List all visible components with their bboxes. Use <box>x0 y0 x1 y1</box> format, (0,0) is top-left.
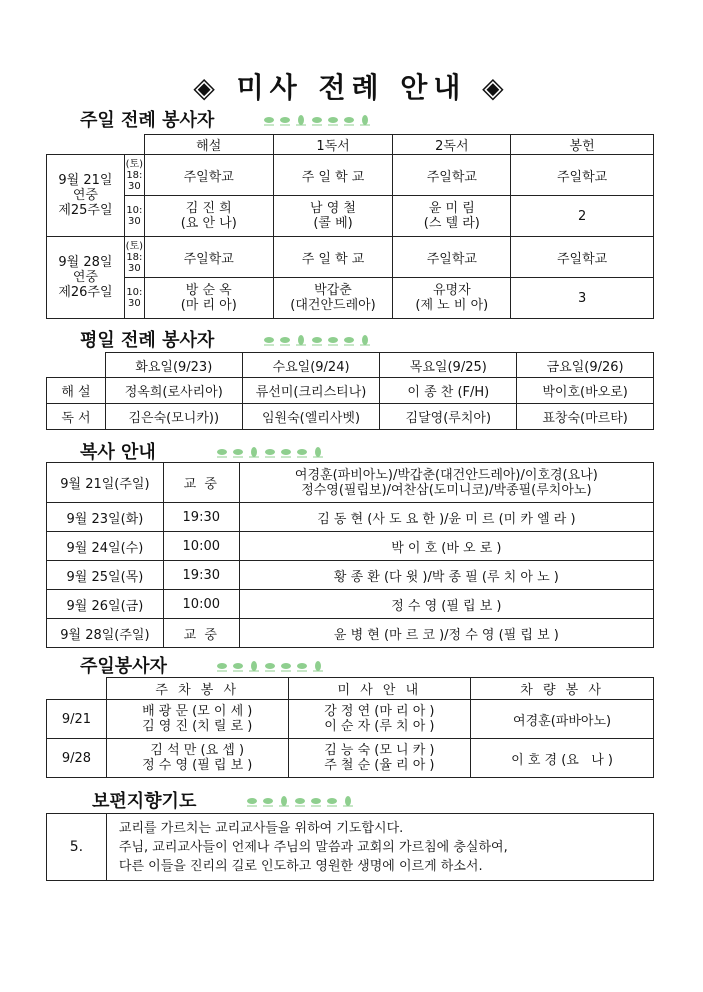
altar-service-table: 9월 21일(주일) 교 중 여경훈(파비아노)/박갑춘(대건안드레아)/이호경(요나) 정수영(필립보)/여찬삼(도미니코)/박종필(루치아노) 9월 23일(화) 19:30 김 동 현 (사 도 요 한 )/윤 미 르 (미 카 엘 라 ) 9월 24일(수) 10:00 박 이 호 (바 오 로 ) 9월 25일(목) 19:30 황 종 환 (다 윗 )/박 종 필 (루 치 아 노 ) 9월 26일(금) 10:00 정 수 영 (필 립 보 ) 9월 28일(주일) 교 중 윤 병 현 (마 르 코 )/정 수 영 (필 립 보 ) <box>46 462 654 648</box>
sunday-volunteers-table: 주 차 봉 사 미 사 안 내 차 량 봉 사 9/21 배 광 문 (모 이 세 ) 김 영 진 (치 릴 로 ) 강 정 연 (마 리 아 ) 이 순 자 (루 치 아 ) 여경훈(파바아노) 9/28 김 석 만 (요 셉 ) 정 수 영 (필 립 보 ) 김 능 숙 (모 니 카 ) 주 철 순 (율 리 아 ) 이 호 경 (요 나 ) <box>46 677 654 778</box>
sunday-liturgy-table: 해설 1독서 2독서 봉헌 9월 21일 연중 제25주일 (토) 18: 30 주일학교 주 일 학 교 주일학교 주일학교 10: 30 김 진 희 (요 안 나) 남 영 철 (콜 베) 윤 미 림 (스 텔 라) 2 9월 28일 연중 제26주일 (토) 18: 30 주일학교 주 일 학 교 주일학교 주일학교 10: 30 방 순 옥 (마 리 아) 박갑춘 (대건안드레아) 유명자 (제 노 비 아) 3 <box>46 134 654 319</box>
prayer-heading: 보편지향기도 <box>92 791 197 812</box>
vine-ornament-icon <box>215 444 325 458</box>
header-reading1: 1독서 <box>273 135 393 155</box>
row-label: 독 서 <box>47 404 106 430</box>
vine-ornament-icon <box>245 793 355 807</box>
weekday-liturgy-heading: 평일 전례 봉사자 <box>80 330 215 351</box>
mass-time: 10: 30 <box>124 278 144 319</box>
sunday-date-cell: 9월 28일 연중 제26주일 <box>47 237 125 319</box>
vine-ornament-icon <box>262 112 372 126</box>
sunday-liturgy-heading: 주일 전례 봉사자 <box>80 110 215 131</box>
sunday-date-cell: 9월 21일 연중 제25주일 <box>47 155 125 237</box>
mass-time: 10: 30 <box>124 196 144 237</box>
page-title: ◈ 미사 전례 안내 ◈ <box>193 71 510 104</box>
header-offering: 봉헌 <box>511 135 654 155</box>
prayer-table <box>46 813 654 881</box>
mass-time: (토) 18: 30 <box>124 237 144 278</box>
vine-ornament-icon <box>262 332 372 346</box>
prayer-number: 5. <box>47 814 107 881</box>
vine-ornament-icon <box>215 658 325 672</box>
header-commentary: 해설 <box>144 135 273 155</box>
altar-service-heading: 복사 안내 <box>80 442 156 463</box>
sunday-volunteers-heading: 주일봉사자 <box>80 656 167 677</box>
weekday-liturgy-table: 화요일(9/23) 수요일(9/24) 목요일(9/25) 금요일(9/26) 해 설 정옥희(로사리아) 류선미(크리스티나) 이 종 찬 (F/H) 박이호(바오로) 독 서 김은숙(모니카)) 임원숙(엘리사벳) 김달영(루치아) 표창숙(마르타) <box>46 352 654 430</box>
header-reading2: 2독서 <box>393 135 511 155</box>
row-label: 해 설 <box>47 378 106 404</box>
prayer-line: 주님, 교리교사들이 언제나 주님의 말씀과 교회의 가르침에 충실하여, <box>118 839 508 855</box>
mass-time: (토) 18: 30 <box>124 155 144 196</box>
prayer-line: 다른 이들을 진리의 길로 인도하고 영원한 생명에 이르게 하소서. <box>118 858 483 874</box>
prayer-line: 교리를 가르치는 교리교사들을 위하여 기도합시다. <box>118 820 404 836</box>
